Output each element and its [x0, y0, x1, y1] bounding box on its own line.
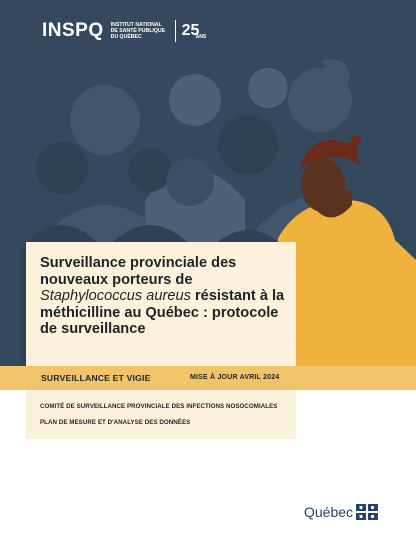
quebec-wordmark: Québec: [304, 504, 354, 520]
committee-name: COMITÉ DE SURVEILLANCE PROVINCIALE DES INFECTIONS NOSOCOMIALES: [40, 403, 278, 410]
category-band: [0, 366, 416, 390]
header-divider: [175, 20, 176, 42]
category-label: SURVEILLANCE ET VIGIE: [41, 373, 151, 383]
institution-line: INSTITUT NATIONAL: [110, 22, 162, 28]
update-date: MISE À JOUR AVRIL 2024: [190, 374, 280, 381]
inspq-logo: INSPQ: [42, 20, 104, 41]
quebec-government-logo: [304, 504, 378, 520]
document-title: [40, 255, 290, 338]
title-italic: Staphylococcus aureus: [40, 288, 191, 304]
quebec-flag-icon: [356, 504, 378, 520]
institution-line: DE SANTÉ PUBLIQUE: [110, 28, 166, 34]
title-box: [26, 242, 296, 367]
header: [42, 18, 207, 44]
title-part: Surveillance provinciale des nouveaux porteurs de: [40, 255, 237, 288]
title-part: résistant à la méthicilline au Québec : protocole de surveillance: [40, 288, 285, 337]
anniversary-badge: [181, 22, 207, 40]
anniversary-word: ANS: [195, 34, 207, 40]
info-box: [26, 390, 296, 439]
plan-name: PLAN DE MESURE ET D'ANALYSE DES DONNÉES: [40, 419, 191, 426]
institution-line: DU QUÉBEC: [110, 34, 142, 40]
anniversary-number: 25: [181, 22, 200, 39]
institution-name: [111, 22, 173, 40]
